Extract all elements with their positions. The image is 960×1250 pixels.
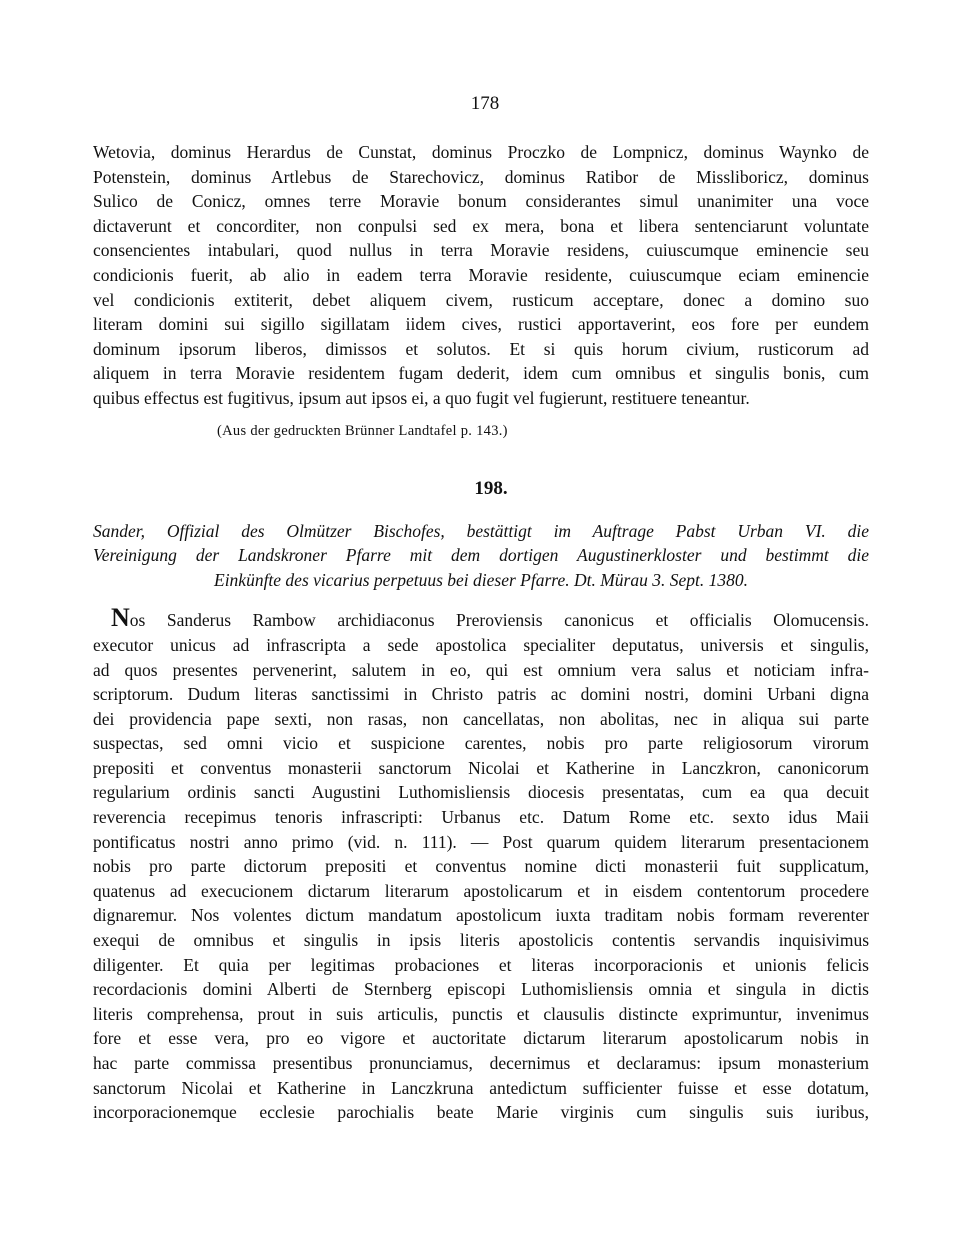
text-line: literis comprehensa, prout in suis articulis, punctis et clausulis distincte exprimuntur, invenimus (93, 1003, 869, 1024)
page-number: 178 (470, 93, 500, 114)
text-line: pontificatus nostri anno primo (vid. n. 111). — Post quarum quidem literarum presentacionem (93, 831, 869, 852)
summary-line: Einkünfte des vicarius perpetuus bei dieser Pfarre. Dt. Mürau 3. Sept. 1380. (214, 569, 748, 590)
text-line: hac parte commissa presentibus pronunciamus, decernimus et declaramus: ipsum monasterium (93, 1053, 869, 1073)
first-text-line (93, 603, 869, 633)
source-note: (Aus der gedruckten Brünner Landtafel p. 143.) (217, 422, 508, 439)
first-line-text: os Sanderus Rambow archidiaconus Preroviensis canonicus et officialis Olomucensis. (129, 610, 869, 631)
initial-letter: N (111, 603, 130, 633)
text-line: regularium ordinis sancti Augustini Luthomisliensis diocesis presentatas, cum ea qua decuit (93, 782, 869, 803)
text-line: reverencia recepimus tenoris infrascripti: Urbanus etc. Datum Rome etc. sexto idus Maii (93, 807, 869, 828)
text-line: diligenter. Et quia per legitimas probaciones et literas incorporacionis et unionis felicis (93, 954, 869, 975)
text-line: scriptorum. Dudum literas sanctissimi in Christo patris ac domini nostri, domini Urbani digna (93, 684, 869, 705)
text-line: recordacionis domini Alberti de Sternberg episcopi Luthomisliensis omnia et singula in dictis (93, 979, 869, 1000)
text-line: dictaverunt et concorditer, non conpulsi sed ex mera, bona et libera sentenciarunt voluntate (93, 215, 869, 236)
text-line: executor unicus ad infrascripta a sede apostolica specialiter deputatus, universis et singulis, (93, 634, 869, 655)
text-line: condicionis fuerit, ab alio in eadem terra Moravie residente, cuiuscumque eciam eminencie (93, 264, 869, 285)
main-text (93, 603, 869, 1124)
text-line: sanctorum Nicolai et Katherine in Lanczkruna antedictum sufficienter fuisse et esse dotatum, (93, 1077, 869, 1098)
text-line: literam domini sui sigillo sigillatam iidem cives, rustici apportaverint, eos fore per eundem (93, 314, 869, 335)
text-line: incorporacionemque ecclesie parochialis beate Marie virginis cum singulis suis iuribus, (93, 1102, 869, 1123)
text-line: quatenus ad execucionem dictarum literarum apostolicarum et in eisdem contentorum procedere (93, 880, 869, 901)
text-line: Potenstein, dominus Artlebus de Starechovicz, dominus Ratibor de Missliboricz, dominus (93, 166, 869, 187)
summary-line: Sander, Offizial des Olmützer Bischofes, bestättigt im Auftrage Pabst Urban VI. die (93, 520, 869, 541)
text-line: dignaremur. Nos volentes dictum mandatum apostolicum iuxta traditam nobis formam reverenter (93, 905, 869, 926)
summary-line: Vereinigung der Landskroner Pfarre mit dem dortigen Augustinerkloster und bestimmt die (93, 545, 869, 566)
text-line: nobis pro parte dictorum prepositi et conventus nomine dicti monasterii fuit supplicatum, (93, 856, 869, 877)
text-line: ad quos presentes pervenerint, salutem in eo, qui est omnium vera salus et noticiam infra- (93, 659, 869, 680)
carryover-paragraph (93, 140, 869, 411)
text-line: prepositi et conventus monasterii sanctorum Nicolai et Katherine in Lanczkron, canonicorum (93, 757, 869, 778)
text-line: exequi de omnibus et singulis in ipsis literis apostolicis contentis servandis inquisivimus (93, 930, 869, 951)
text-line: Wetovia, dominus Herardus de Cunstat, dominus Proczko de Lompnicz, dominus Waynko de (93, 142, 869, 162)
document-page (93, 92, 869, 1125)
text-line: quibus effectus est fugitivus, ipsum aut ipsos ei, a quo fugit vel fugierunt, restituere teneantur. (93, 387, 750, 408)
text-line: consencientes intabulari, quod nullus in terra Moravie residens, cuiuscumque eminencie seu (93, 240, 869, 261)
text-line: Sulico de Conicz, omnes terre Moravie bonum considerantes simul unanimiter una voce (93, 191, 869, 212)
document-summary (93, 519, 869, 593)
text-line: aliquem in terra Moravie residentem fugam dederit, idem cum omnibus et singulis bonis, cum (93, 363, 869, 384)
text-line: dominum ipsorum liberos, dimissos et solutos. Et si quis horum civium, rusticorum ad (93, 338, 869, 359)
text-line: vel condicionis extiterit, debet aliquem civem, rusticum acceptare, donec a domino suo (93, 289, 869, 310)
text-line: suspectas, sed omni vicio et suspicione carentes, nobis pro parte religiosorum virorum (93, 733, 869, 754)
text-line: dei providencia pape sexti, non rasas, non cancellatas, non abolitas, nec in aliqua sui parte (93, 708, 869, 729)
document-number: 198. (474, 477, 508, 499)
text-line: fore et esse vera, pro eo vigore et auctoritate dictarum literarum apostolicarum nobis in (93, 1028, 869, 1049)
